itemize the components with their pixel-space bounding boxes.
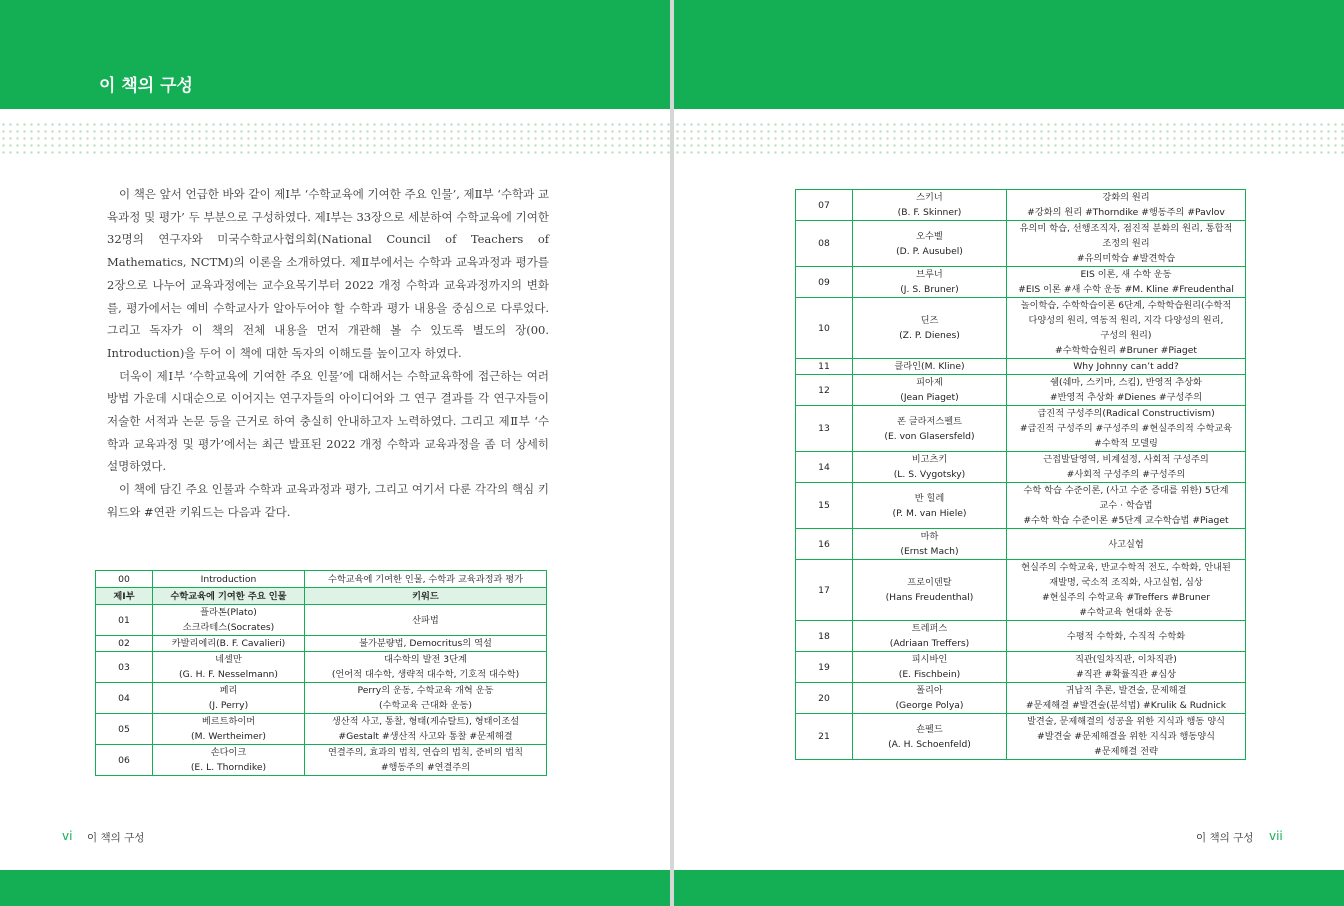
row-number: 15 xyxy=(796,483,853,529)
row-name: Introduction xyxy=(153,571,305,588)
row-name xyxy=(853,483,1007,529)
row-keywords xyxy=(1007,683,1246,714)
table-row xyxy=(796,652,1246,683)
row-number: 13 xyxy=(796,406,853,452)
row-keywords xyxy=(1007,406,1246,452)
keyword-line: 불가분량법, Democritus의 역설 xyxy=(359,638,492,649)
row-name xyxy=(153,683,305,714)
row-name xyxy=(853,267,1007,298)
keyword-line: #행동주의 #연결주의 xyxy=(380,762,471,773)
header-band xyxy=(674,0,1344,109)
keyword-line: #강화의 원리 #Thorndike #행동주의 #Pavlov xyxy=(1027,207,1225,218)
row-keywords xyxy=(1007,267,1246,298)
name-line: 카발리에리(B. F. Cavalieri) xyxy=(171,638,286,649)
name-line: 피시바인 xyxy=(911,654,948,665)
row-keywords xyxy=(305,636,547,652)
keyword-line: #EIS 이론 #새 수학 운동 #M. Kline #Freudenthal xyxy=(1018,284,1234,295)
name-line: 폴리아 xyxy=(916,685,943,696)
row-number: 16 xyxy=(796,529,853,560)
keyword-line: (수학교육 근대화 운동) xyxy=(379,700,472,711)
table-row xyxy=(796,221,1246,267)
keyword-line: #수학적 모델링 xyxy=(1094,438,1158,449)
keyword-line: #문제해결 전략 xyxy=(1094,746,1158,757)
row-name xyxy=(153,605,305,636)
paragraph: 더욱이 제Ⅰ부 ‘수학교육에 기여한 주요 인물’에 대해서는 수학교육학에 접근하는 여러 방법 가운데 시대순으로 이어지는 연구자들의 아이디어와 그 연구 결과를 각 연구자들이 저술한 서적과 논문 등을 근거로 하여 충실히 안내하고자 노력하였다. 그리고 제Ⅱ부 ‘수학과 교육과정 및 평가’에서는 최근 발표된 2022 개정 수학과 교육과정을 좀 더 상세히 설명하였다. xyxy=(107,368,549,474)
row-keywords xyxy=(1007,221,1246,267)
table-row xyxy=(96,605,547,636)
keyword-table-part1 xyxy=(95,570,547,776)
row-number: 10 xyxy=(796,298,853,359)
name-line: (Adriaan Treffers) xyxy=(889,638,970,649)
row-number: 12 xyxy=(796,375,853,406)
keyword-line: 재발명, 국소적 조직화, 사고실험, 심상 xyxy=(1049,577,1203,588)
header-name: 수학교육에 기여한 주요 인물 xyxy=(153,588,305,605)
row-keywords xyxy=(1007,452,1246,483)
keyword-line: 유의미 학습, 선행조직자, 점진적 분화의 원리, 통합적 xyxy=(1019,223,1233,234)
name-line: 스키너 xyxy=(916,192,943,203)
name-line: (Hans Freudenthal) xyxy=(885,592,974,603)
footer-band xyxy=(674,870,1344,906)
name-line: 트레퍼스 xyxy=(911,623,948,634)
name-line: 비고츠키 xyxy=(911,454,948,465)
keyword-line: 급진적 구성주의(Radical Constructivism) xyxy=(1037,408,1215,419)
table-row xyxy=(796,406,1246,452)
table-row xyxy=(796,621,1246,652)
name-line: 네셀만 xyxy=(215,654,242,665)
keyword-line: 조정의 원리 xyxy=(1102,238,1150,249)
keyword-line: #급진적 구성주의 #구성주의 #현실주의적 수학교육 xyxy=(1019,423,1233,434)
paragraph: 이 책에 담긴 주요 인물과 수학과 교육과정과 평가, 그리고 여기서 다룬 각각의 핵심 키워드와 #연관 키워드는 다음과 같다. xyxy=(107,482,549,519)
row-number: 08 xyxy=(796,221,853,267)
page-number: vi xyxy=(62,829,73,843)
row-name xyxy=(853,683,1007,714)
table-row-intro xyxy=(96,571,547,588)
row-number: 07 xyxy=(796,190,853,221)
keyword-line: 강화의 원리 xyxy=(1102,192,1150,203)
row-number: 14 xyxy=(796,452,853,483)
name-line: (B. F. Skinner) xyxy=(897,207,962,218)
table-header xyxy=(96,588,547,605)
row-keywords xyxy=(1007,652,1246,683)
row-name xyxy=(853,359,1007,375)
table-row xyxy=(96,652,547,683)
page-number: vii xyxy=(1269,829,1283,843)
name-line: 딘즈 xyxy=(920,315,939,326)
keyword-line: 대수학의 발전 3단계 xyxy=(384,654,467,665)
table-row xyxy=(796,452,1246,483)
name-line: 프로이덴탈 xyxy=(907,577,952,588)
row-name xyxy=(153,652,305,683)
table-row xyxy=(96,745,547,776)
keyword-line: #Gestalt #생산적 사고와 통찰 #문제해결 xyxy=(338,731,513,742)
name-line: (Jean Piaget) xyxy=(900,392,959,403)
name-line: 숀펠드 xyxy=(916,723,943,735)
table-row xyxy=(796,683,1246,714)
row-name xyxy=(853,714,1007,760)
footer-title: 이 책의 구성 xyxy=(1196,832,1254,844)
row-keywords xyxy=(305,605,547,636)
name-line: (George Polya) xyxy=(895,700,964,711)
name-line: (D. P. Ausubel) xyxy=(896,245,963,257)
keyword-line: #수학학습원리 #Bruner #Piaget xyxy=(1055,345,1197,356)
row-keywords xyxy=(1007,483,1246,529)
name-line: (E. Fischbein) xyxy=(898,669,961,680)
name-line: 소크라테스(Socrates) xyxy=(182,622,275,633)
name-line: 마하 xyxy=(920,531,939,542)
keyword-line: 직관(일차직관, 이차직관) xyxy=(1075,654,1177,665)
row-keywords xyxy=(305,652,547,683)
row-name xyxy=(853,221,1007,267)
keyword-line: 근접발달영역, 비계설정, 사회적 구성주의 xyxy=(1043,454,1209,465)
footer-band xyxy=(0,870,670,906)
table-row xyxy=(796,298,1246,359)
row-name xyxy=(853,190,1007,221)
name-line: 손다이크 xyxy=(210,747,247,758)
name-line: 플라톤(Plato) xyxy=(200,607,257,618)
name-line: (A. H. Schoenfeld) xyxy=(888,738,971,750)
keyword-line: #발견술 #문제해결을 위한 지식과 행동양식 xyxy=(1037,731,1215,742)
name-line: (G. H. F. Nesselmann) xyxy=(179,669,278,680)
row-keywords xyxy=(305,745,547,776)
keyword-line: #반영적 추상화 #Dienes #구성주의 xyxy=(1049,392,1203,403)
row-name xyxy=(853,452,1007,483)
row-name xyxy=(853,406,1007,452)
keyword-line: #유의미학습 #발견학습 xyxy=(1076,253,1176,264)
row-name xyxy=(153,745,305,776)
keyword-line: (언어적 대수학, 생략적 대수학, 기호적 대수학) xyxy=(331,669,520,680)
table-row xyxy=(796,529,1246,560)
row-number: 00 xyxy=(96,571,153,588)
row-number: 01 xyxy=(96,605,153,636)
row-number: 17 xyxy=(796,560,853,621)
paragraph: 이 책은 앞서 언급한 바와 같이 제Ⅰ부 ‘수학교육에 기여한 주요 인물’, 제Ⅱ부 ‘수학과 교육과정 및 평가’ 두 부분으로 구성하였다. 제Ⅰ부는 33장으로 세분하여 수학교육에 기여한 32명의 연구자와 미국수학교사협의회(National Council of Teachers of Mathematics, NCTM)의 이론을 소개하였다. 제Ⅱ부에서는 수학과 교육과정과 평가를 2장으로 나누어 교육과정에는 교수요목기부터 2022 개정 수학과 교육과정까지의 변화를, 평가에서는 예비 수학교사가 알아두어야 할 수학과 평가 내용을 중심으로 다루었다. 그리고 독자가 이 책의 전체 내용을 먼저 개관해 볼 수 있도록 별도의 장(00. Introduction)을 두어 이 책에 대한 독자의 이해도를 높이고자 하였다. xyxy=(107,187,549,360)
name-line: 브루너 xyxy=(916,269,943,280)
row-keywords xyxy=(1007,190,1246,221)
name-line: (Z. P. Dienes) xyxy=(899,330,960,341)
name-line: 베르트하이머 xyxy=(201,716,256,727)
keyword-line: Perry의 운동, 수학교육 개혁 운동 xyxy=(357,685,494,696)
row-keywords xyxy=(1007,375,1246,406)
table-row xyxy=(796,714,1246,760)
row-keywords xyxy=(1007,714,1246,760)
keyword-line: #수학 학습 수준이론 #5단계 교수학습법 #Piaget xyxy=(1023,515,1229,526)
row-number: 06 xyxy=(96,745,153,776)
row-number: 18 xyxy=(796,621,853,652)
keyword-line: 쉠(쉐마, 스키마, 스킴), 반영적 추상화 xyxy=(1050,377,1202,388)
name-line: 반 힐레 xyxy=(914,492,945,504)
name-line: (L. S. Vygotsky) xyxy=(893,469,966,480)
row-keywords xyxy=(1007,529,1246,560)
row-name xyxy=(853,652,1007,683)
row-number: 09 xyxy=(796,267,853,298)
body-text xyxy=(107,183,549,524)
row-name xyxy=(853,298,1007,359)
row-name xyxy=(853,560,1007,621)
row-number: 20 xyxy=(796,683,853,714)
row-number: 21 xyxy=(796,714,853,760)
name-line: (E. von Glasersfeld) xyxy=(884,430,975,442)
row-keywords xyxy=(1007,560,1246,621)
name-line: (J. S. Bruner) xyxy=(900,284,959,295)
keyword-line: EIS 이론, 새 수학 운동 xyxy=(1080,269,1172,280)
keyword-line: #직관 #확률직관 #심상 xyxy=(1076,669,1176,680)
keyword-line: #사회적 구성주의 #구성주의 xyxy=(1066,469,1186,480)
name-line: (Ernst Mach) xyxy=(900,546,959,557)
name-line: 클라인(M. Kline) xyxy=(894,361,965,372)
row-keywords xyxy=(1007,298,1246,359)
row-name xyxy=(153,714,305,745)
row-keywords xyxy=(1007,359,1246,375)
dot-pattern xyxy=(0,121,670,154)
row-name xyxy=(853,529,1007,560)
table-row xyxy=(796,359,1246,375)
keyword-line: Why Johnny can’t add? xyxy=(1073,361,1179,372)
row-keywords: 수학교육에 기여한 인물, 수학과 교육과정과 평가 xyxy=(305,571,547,588)
table-row xyxy=(796,483,1246,529)
header-part: 제Ⅰ부 xyxy=(96,588,153,605)
row-number: 05 xyxy=(96,714,153,745)
keyword-line: 귀납적 추론, 발견술, 문제해결 xyxy=(1065,685,1187,696)
keyword-line: 발견술, 문제해결의 성공을 위한 지식과 행동 양식 xyxy=(1027,716,1225,727)
keyword-line: 수학 학습 수준이론, (사고 수준 증대를 위한) 5단계 xyxy=(1023,485,1229,496)
row-number: 04 xyxy=(96,683,153,714)
keyword-line: 생산적 사고, 통찰, 형태(게슈탈트), 형태이조설 xyxy=(331,716,520,727)
table-row xyxy=(96,714,547,745)
row-name xyxy=(853,375,1007,406)
name-line: 페리 xyxy=(219,685,238,696)
row-number: 19 xyxy=(796,652,853,683)
row-number: 02 xyxy=(96,636,153,652)
keyword-line: #현실주의 수학교육 #Treffers #Bruner xyxy=(1041,592,1211,603)
name-line: 피아제 xyxy=(916,377,943,388)
keyword-line: #문제해결 #발견술(분석법) #Krulik & Rudnick xyxy=(1025,700,1227,711)
row-keywords xyxy=(305,714,547,745)
keyword-line: 산파법 xyxy=(412,614,439,626)
name-line: 오수벨 xyxy=(916,230,943,242)
table-row xyxy=(796,375,1246,406)
keyword-line: 다양성의 원리, 역동적 원리, 지각 다양성의 원리, xyxy=(1028,315,1224,326)
row-number: 03 xyxy=(96,652,153,683)
left-page xyxy=(0,0,670,906)
right-page xyxy=(674,0,1344,906)
row-keywords xyxy=(1007,621,1246,652)
keyword-line: #수학교육 현대화 운동 xyxy=(1079,607,1173,618)
name-line: (E. L. Thorndike) xyxy=(190,762,267,773)
name-line: (J. Perry) xyxy=(208,700,249,711)
table-row xyxy=(96,636,547,652)
keyword-line: 현실주의 수학교육, 반교수학적 전도, 수학화, 안내된 xyxy=(1021,562,1231,573)
row-name xyxy=(853,621,1007,652)
keyword-line: 놀이학습, 수학학습이론 6단계, 수학학습원리(수학적 xyxy=(1020,300,1232,311)
header-keywords: 키워드 xyxy=(305,588,547,605)
keyword-line: 사고실험 xyxy=(1108,538,1144,550)
table-row xyxy=(796,560,1246,621)
footer-title: 이 책의 구성 xyxy=(87,832,145,844)
name-line: (P. M. van Hiele) xyxy=(892,507,967,519)
table-row xyxy=(796,190,1246,221)
row-name xyxy=(153,636,305,652)
name-line: 폰 글라저스펠트 xyxy=(896,415,963,427)
keyword-line: 교수 · 학습법 xyxy=(1099,500,1153,511)
keyword-table-part2 xyxy=(795,189,1246,760)
row-number: 11 xyxy=(796,359,853,375)
table-row xyxy=(796,267,1246,298)
page-title: 이 책의 구성 xyxy=(99,76,193,96)
row-keywords xyxy=(305,683,547,714)
name-line: (M. Wertheimer) xyxy=(191,731,266,742)
keyword-line: 구성의 원리) xyxy=(1100,330,1152,341)
table-row xyxy=(96,683,547,714)
dot-pattern xyxy=(674,121,1344,154)
keyword-line: 연결주의, 효과의 법칙, 연습의 법칙, 준비의 법칙 xyxy=(328,747,523,758)
keyword-line: 수평적 수학화, 수직적 수학화 xyxy=(1066,630,1186,642)
